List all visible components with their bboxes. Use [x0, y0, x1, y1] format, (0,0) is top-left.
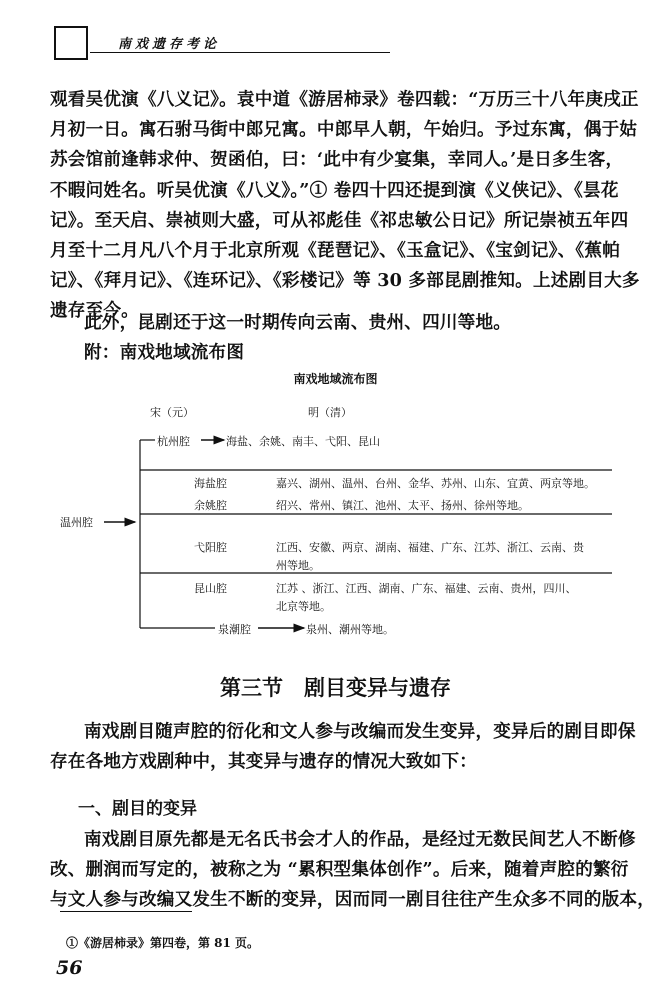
footnote-rule [60, 911, 192, 912]
footnote: ①《游居柿录》第四卷，第 81 页。 [66, 936, 260, 950]
text-line: 苏会馆前逢韩求仲、贺函伯，曰：‘此中有少宴集，幸同人。’是日多生客， [50, 149, 624, 170]
node-kunshan: 昆山腔 [194, 582, 227, 595]
node-yiyang-places-cont: 州等地。 [276, 559, 320, 572]
node-quanchao-places: 泉州、潮州等地。 [306, 623, 394, 636]
node-hangzhou: 杭州腔 [157, 435, 190, 448]
text-line: 记》、《拜月记》、《连环记》、《彩楼记》等 30 多部昆剧推知。上述剧目大多 [50, 270, 640, 291]
diagram-title: 南戏地域流布图 [293, 372, 378, 386]
node-yiyang: 弋阳腔 [194, 541, 227, 554]
subsection-title: 一、剧目的变异 [78, 799, 197, 819]
text-line: 月至十二月凡八个月于北京所观《琵琶记》、《玉盒记》、《宝剑记》、《蕉帕 [50, 240, 620, 261]
text-line: 与文人参与改编又发生不断的变异，因而同一剧目往往产生众多不同的版本， [50, 889, 655, 910]
node-kunshan-places-cont: 北京等地。 [276, 600, 331, 613]
column-label-song: 宋（元） [150, 406, 194, 419]
node-yuyao: 余姚腔 [194, 499, 227, 512]
root-node: 温州腔 [60, 516, 93, 529]
page-number: 56 [56, 957, 83, 979]
text-line: 遗存至今。 [50, 300, 139, 321]
text-line: 存在各地方戏剧种中，其变异与遗存的情况大致如下： [50, 751, 478, 772]
text-line: 南戏剧目随声腔的衍化和文人参与改编而发生变异，变异后的剧目即保 [84, 721, 636, 742]
text-line: 观看吴优演《八义记》。袁中道《游居柿录》卷四载：“万历三十八年庚戌正 [50, 89, 639, 110]
text-line: 南戏剧目原先都是无名氏书会才人的作品，是经过无数民间艺人不断修 [84, 829, 636, 850]
node-haiyan: 海盐腔 [194, 477, 227, 490]
column-label-ming: 明（清） [308, 406, 352, 419]
text-line: 月初一日。寓石驸马街中郎兄寓。中郎早人朝，午始归。予过东寓，偶于姑 [50, 119, 638, 140]
text-line: 记》。至天启、崇祯则大盛，可从祁彪佳《祁忠敏公日记》所记崇祯五年四 [50, 210, 629, 231]
text-line: 此外，昆剧还于这一时期传向云南、贵州、四川等地。 [84, 312, 512, 333]
node-yiyang-places: 江西、安徽、两京、湖南、福建、广东、江苏、浙江、云南、贵 [276, 541, 584, 554]
text-line: 不暇问姓名。听吴优演《八义》。”① 卷四十四还提到演《义侠记》、《昙花 [50, 180, 619, 201]
text-line: 改、删润而写定的，被称之为 “累积型集体创作”。后来，随着声腔的繁衍 [50, 859, 629, 880]
text-line: 附：南戏地域流布图 [84, 342, 245, 363]
running-header-title: 南戏遗存考论 [118, 37, 221, 52]
node-yuyao-places: 绍兴、常州、镇江、池州、太平、扬州、徐州等地。 [276, 499, 529, 512]
node-haiyan-places: 嘉兴、湖州、温州、台州、金华、苏州、山东、宜黄、两京等地。 [276, 477, 595, 490]
node-kunshan-places: 江苏 、浙江、江西、湖南、广东、福建、云南、贵州，四川、 [276, 582, 577, 595]
node-quanchao: 泉潮腔 [218, 623, 251, 636]
node-hangzhou-places: 海盐、余姚、南丰、弋阳、昆山 [226, 435, 380, 448]
section-title: 第三节 剧目变异与遗存 [220, 676, 451, 700]
